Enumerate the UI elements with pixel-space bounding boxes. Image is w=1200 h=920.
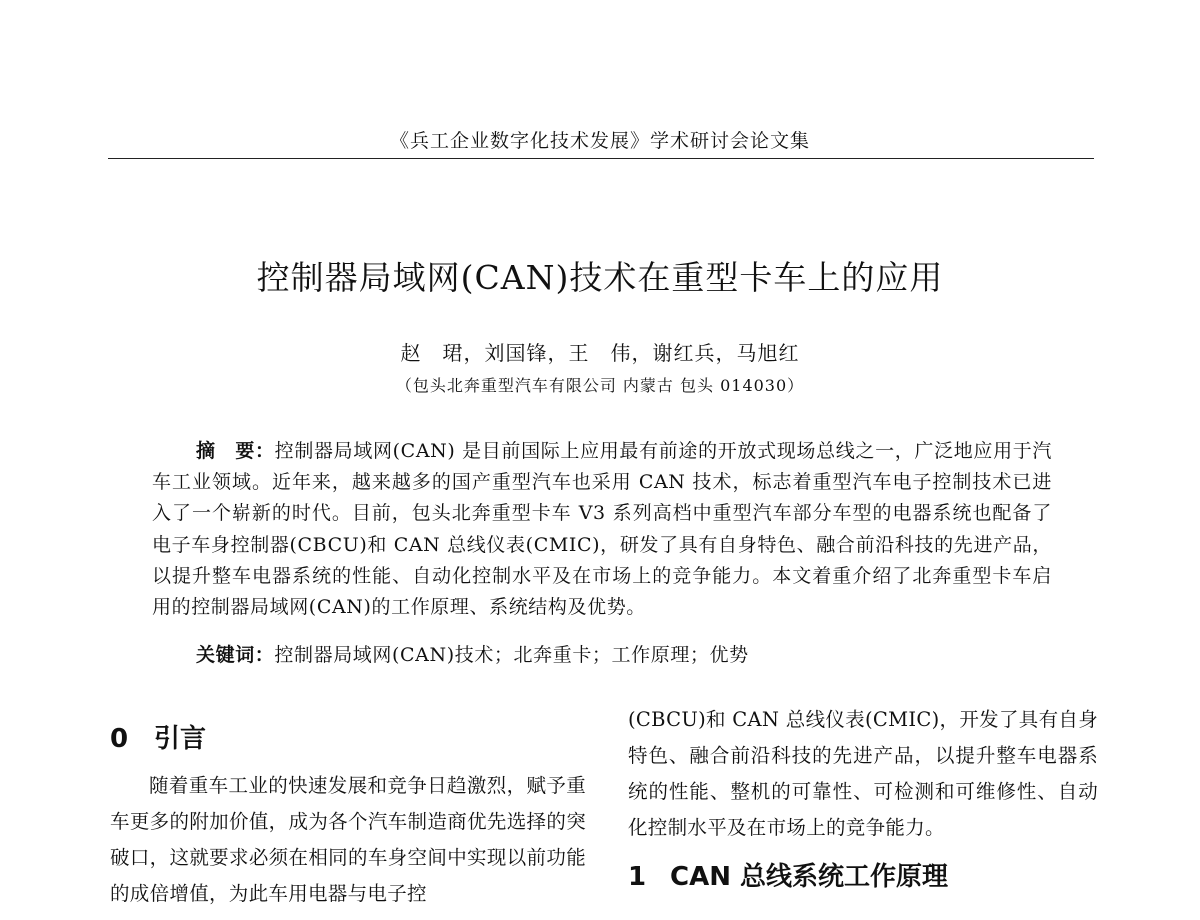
running-header: 《兵工企业数字化技术发展》学术研讨会论文集 [389,130,810,152]
right-column [628,702,1098,846]
header-rule [108,158,1094,159]
section-heading-can-principle [628,856,948,893]
section-heading-introduction [110,718,206,755]
abstract-label: 摘 要： [196,440,275,462]
section-number: 0 [110,724,129,754]
abstract-text: 控制器局域网(CAN) 是目前国际上应用最有前途的开放式现场总线之一，广泛地应用于汽车工业领域。近年来，越来越多的国产重型汽车也采用 CAN 技术，标志着重型汽车电子控制技术已进入了一个崭新的时代。目前，包头北奔重型卡车 V3 系列高档中重型汽车部分车型的电器系统也配备了电子车身控制器(CBCU)和 CAN 总线仪表(CMIC)，研发了具有自身特色、融合前沿科技的先进产品，以提升整车电器系统的性能、自动化控制水平及在市场上的竞争能力。本文着重介绍了北奔重型卡车启用的控制器局域网(CAN)的工作原理、系统结构及优势。 [152,440,1052,619]
continued-paragraph: (CBCU)和 CAN 总线仪表(CMIC)，开发了具有自身特色、融合前沿科技的先进产品，以提升整车电器系统的性能、整机的可靠性、可检测和可维修性、自动化控制水平及在市场上的竞争能力。 [628,708,1098,839]
keywords [196,640,1056,667]
left-column [110,768,586,912]
section-title: CAN 总线系统工作原理 [670,862,949,892]
affiliation: （包头北奔重型汽车有限公司 内蒙古 包头 014030） [395,376,805,395]
intro-paragraph: 随着重车工业的快速发展和竞争日趋激烈，赋予重车更多的附加价值，成为各个汽车制造商优先选择的突破口，这就要求必须在相同的车身空间中实现以前功能的成倍增值，为此车用电器与电子控 [110,774,586,905]
paper-title: 控制器局域网(CAN)技术在重型卡车上的应用 [256,258,944,297]
section-title: 引言 [154,724,207,754]
abstract [152,436,1052,623]
keywords-text: 控制器局域网(CAN)技术；北奔重卡；工作原理；优势 [274,644,749,666]
keywords-label: 关键词： [196,644,275,666]
author-list: 赵 珺，刘国锋，王 伟，谢红兵，马旭红 [400,341,800,365]
section-number: 1 [628,862,647,892]
